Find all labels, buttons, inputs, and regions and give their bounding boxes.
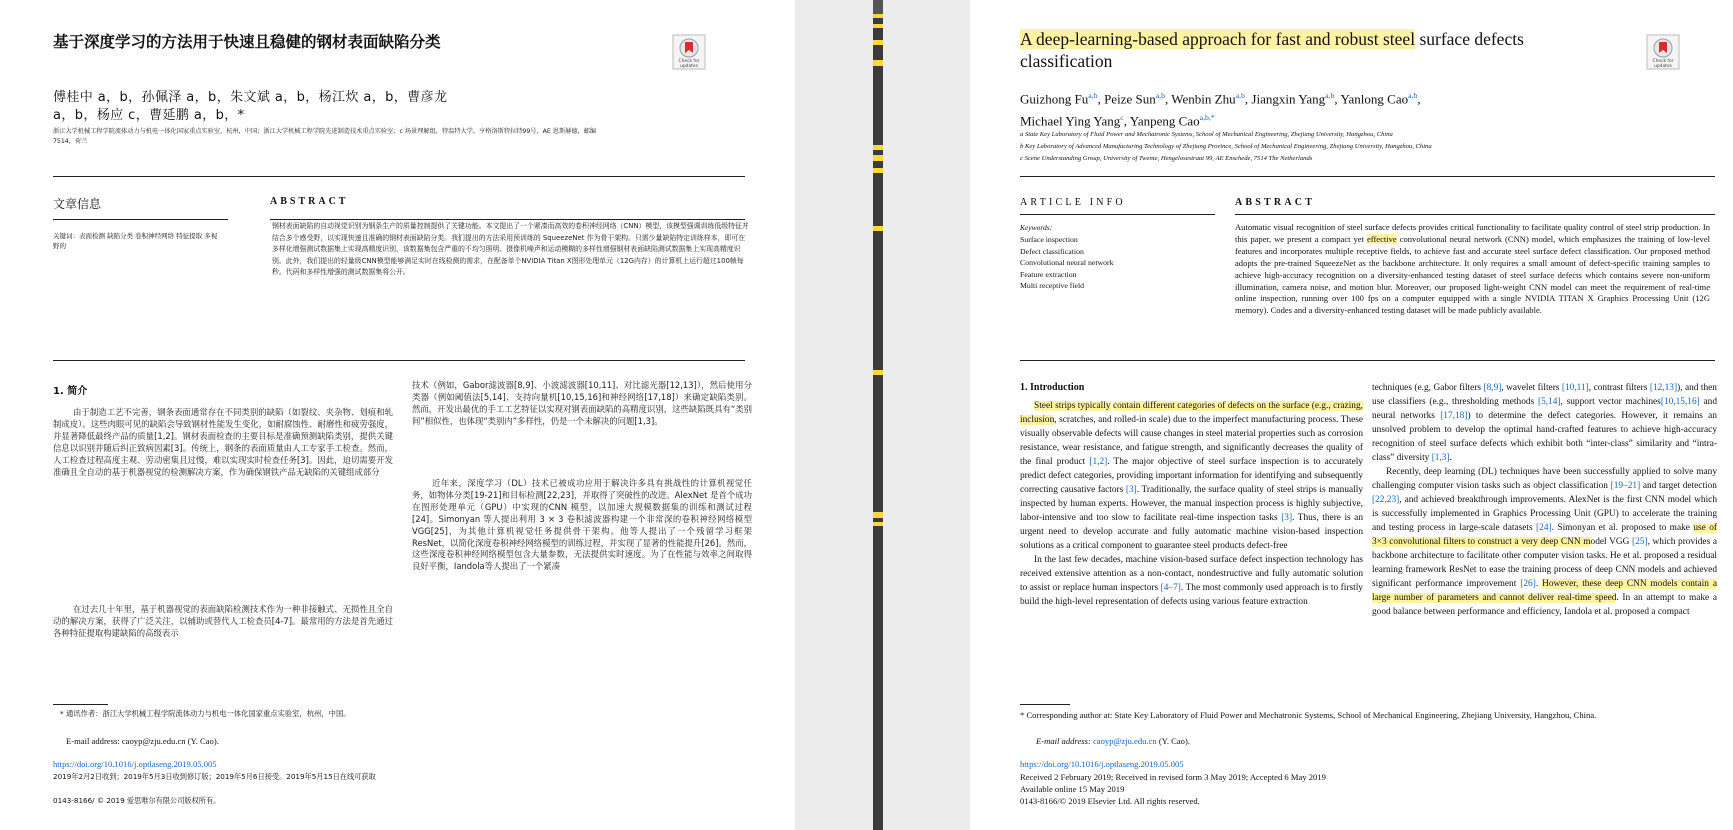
divider (1235, 214, 1715, 215)
search-hit-marker[interactable] (873, 168, 883, 173)
bookmark-icon (672, 34, 706, 70)
left-keywords: 关键词：表面检测 缺陷分类 卷积神经网络 特征提取 多视野的 (53, 232, 218, 250)
divider (1020, 360, 1715, 361)
citation-link[interactable]: [8,9] (1483, 383, 1502, 393)
author-name: Yanlong Cao (1340, 91, 1409, 107)
citation-link[interactable]: [10,15,16] (1660, 397, 1700, 407)
doi-link[interactable]: https://doi.org/10.1016/j.optlaseng.2019.05.005 (1020, 759, 1184, 769)
check-for-updates-badge[interactable] (672, 34, 706, 74)
abstract-heading: ABSTRACT (1235, 197, 1316, 208)
citation-link[interactable]: [25] (1631, 537, 1648, 547)
divider (53, 219, 228, 220)
received-dates: Received 2 February 2019; Received in revised form 3 May 2019; Accepted 6 May 2019 (1020, 772, 1326, 782)
left-abstract-heading: ABSTRACT (270, 196, 349, 207)
citation-link[interactable]: [3] (1281, 513, 1293, 523)
author-name: Jiangxin Yang (1251, 91, 1326, 107)
intro-paragraph-2 (1020, 553, 1363, 609)
footnote-divider (1020, 704, 1070, 705)
corresponding-author-footnote: * Corresponding author at: State Key Laboratory of Fluid Power and Mechatronic Systems, School of Mechanical Engineering, Zhejiang University, Hangzhou, China. (1020, 710, 1597, 720)
intro-paragraph-3 (1372, 381, 1717, 465)
text-highlight: contain different categories of defects on the surface (e.g., crazing, inclusion (1020, 401, 1363, 425)
intro-paragraph-4 (1372, 465, 1717, 619)
text-run: , and achieved breakthrough improvements. AlexNet is the first CNN model which is successfully implemented in Graphics Processing Unit (GPU) to accelerate the training and testing process in large-scale datasets (1372, 495, 1717, 533)
citation-link[interactable]: [26] (1520, 579, 1536, 589)
search-hit-marker[interactable] (873, 522, 883, 526)
citation-link[interactable]: [24] (1536, 523, 1552, 533)
search-hit-marker[interactable] (873, 14, 883, 18)
text-run: . The most commonly used approach is to firstly build the high-level representation of defects using various feature extraction (1020, 583, 1363, 607)
author-affiliation-sup[interactable]: a,b (1325, 91, 1335, 100)
title-highlight: A deep-learning-based approach for fast and robust steel (1020, 29, 1416, 49)
search-hit-marker[interactable] (873, 145, 883, 150)
article-info-heading: ARTICLE INFO (1020, 197, 1126, 208)
keyword: Feature extraction (1020, 269, 1077, 279)
left-article-info-heading: 文章信息 (53, 197, 102, 211)
citation-link[interactable]: [3] (1125, 485, 1137, 495)
text-run: . (1449, 453, 1452, 463)
text-run: . (1535, 579, 1543, 589)
divider (270, 219, 745, 220)
author-name: Wenbin Zhu (1171, 91, 1236, 107)
left-col1-paragraph-2: 在过去几十年里，基于机器视觉的表面缺陷检测技术作为一种非接触式、无损性且全自动的解决方案，获得了广泛关注，以辅助或替代人工检查员[4-7]。最常用的方法是首先通过各种特征提取构建缺陷的高级表示 (53, 604, 393, 638)
text-run: In the last few decades, machine vision-based surface defect inspection technology has received extensive attention as a non-contact, nondestructive and fully automatic solution to assist or replace human inspectors (1020, 555, 1363, 593)
text-run: . In an attempt to make a good balance between performance and efficiency, Iandola et al. proposed a compact (1372, 593, 1717, 617)
left-paper-title: 基于深度学习的方法用于快速且稳健的钢材表面缺陷分类 (53, 33, 441, 51)
keyword: Defect classification (1020, 246, 1084, 256)
email-line (1036, 736, 1190, 746)
text-run: . Traditionally, the surface quality of steel strips is manually inspected by human experts. However, the manual inspection process is highly subjective, labor-intensive and too slow to facilitate real-time inspection tasks (1020, 485, 1363, 523)
left-section-heading: 1. 简介 (53, 386, 88, 397)
svg-text:Check for: Check for (1652, 59, 1674, 64)
keywords-heading: Keywords: (1020, 223, 1053, 232)
copyright: 0143-8166/© 2019 Elsevier Ltd. All rights reserved. (1020, 796, 1200, 806)
text-highlight: use of 3×3 convolutional filters to construct a very deep CNN m (1372, 523, 1717, 547)
text-highlight: However, these deep CNN models contain a large number of parameters and cannot deliver real-time speed (1372, 579, 1718, 603)
left-footnote: * 通讯作者：浙江大学机械工程学院流体动力与机电一体化国家重点实验室，杭州，中国。 (60, 709, 351, 718)
left-abstract-text: 钢材表面缺陷的自动视觉识别为钢条生产的质量控制提供了关键功能。本文提出了一个紧凑而高效的卷积神经网络（CNN）模型，该模型强调训练低级特征并结合多个感受野，以实现快速且准确的钢材表面缺陷分类。我们提出的方法采用预训练的 SqueezeNet 作为骨干架构。只需少量缺陷特定训练样本，即可在多样化增强测试数据集上实现高精度识别，该数据集包含严重的不均匀照明、摄像机噪声和运动模糊的多样性增强钢材表面缺陷测试数据集上实现高精度识别。此外，我们提出的轻量级CNN模型能够满足实时在线检测的需求，在配备单个NVIDIA Titan X图形处理单元（12G内存）的计算机上运行超过100帧每秒。代码和多样性增强的测试数据集将公开。 (272, 222, 749, 276)
text-run: and target detection (1640, 481, 1717, 491)
text-run: . Simonyan et al. proposed to make (1551, 523, 1694, 533)
abstract-text (1235, 222, 1710, 317)
keyword: Surface inspection (1020, 235, 1078, 244)
citation-link[interactable]: [4–7] (1160, 583, 1181, 593)
abstract-part: Automatic visual recognition of steel surface defects provides critical functionality to facilitate quality control of steel strip production. In this paper, we present a compact yet (1235, 222, 1710, 244)
search-hit-marker[interactable] (873, 226, 883, 231)
author-name: Peize Sun (1104, 91, 1156, 107)
author-affiliation-sup[interactable]: a,b (1408, 91, 1418, 100)
svg-text:updates: updates (680, 64, 698, 69)
author-affiliation-sup[interactable]: a,b (1155, 91, 1166, 100)
text-run: Recently, deep learning (DL) techniques have been successfully applied to solve many challenging computer vision tasks such as object classification (1372, 467, 1717, 491)
text-run: . The major objective of steel surface inspection is to accurately predict defect categories, providing important information for identifying and subsequently correcting causative factors (1020, 457, 1363, 495)
keyword: Multi receptive field (1020, 281, 1085, 290)
text-run: , wavelet filters (1501, 383, 1562, 393)
author-name: Yanpeng Cao (1129, 113, 1200, 129)
affiliation-b: b Key Laboratory of Advanced Manufacturing Technology of Zhejiang Province, School of Mechanical Engineering, Zhejiang University, Hangzhou, China (1020, 143, 1432, 150)
left-received-dates: 2019年2月2日收到；2019年5月3日收到修订版；2019年5月6日接受。2019年5月15日在线可获取 (53, 772, 376, 781)
author-affiliation-sup[interactable]: a,b (1235, 91, 1245, 100)
divider (53, 360, 745, 361)
citation-link[interactable]: [1,3] (1431, 453, 1450, 463)
available-online: Available online 15 May 2019 (1020, 784, 1125, 794)
left-copyright: 0143-8166/ © 2019 爱思唯尔有限公司版权所有。 (53, 796, 221, 805)
text-run: ), and then use classifiers (e.g., thresholding methods (1372, 383, 1717, 407)
email-link[interactable]: caoyp@zju.edu.cn (1092, 736, 1157, 746)
intro-paragraph-1 (1020, 399, 1363, 553)
text-run: techniques (e.g, Gabor filters (1372, 383, 1484, 393)
abstract-part: convolutional neural network (CNN) model, which emphasizes the training of low-level features and incorporates multiple receptive fields, to achieve fast and accurate steel surface defect classification. Our proposed method adopts the pre-trained SqueezeNet as the backbone architecture. It only requires a small amount of defect-specific training samples to achieve high-accuracy recognition on a diversity-enhanced testing dataset of steel surface defects which contains severe non-uniform illumination, camera noise, and motion blur. Moreover, our proposed light-weight CNN model can meet the requirement of real-time online inspection, running over 100 fps on a computer equipped with a single NVIDIA TITAN X Graphics Processing Unit (12G memory). Codes and a diversity-enhanced testing dataset will be made publicly available. (1235, 233, 1710, 316)
abstract-highlight: effective (1366, 233, 1397, 244)
keyword: Convolutional neural network (1020, 258, 1114, 267)
email-rest: (Y. Cao). (1156, 736, 1190, 746)
author-name: Guizhong Fu (1020, 91, 1089, 107)
left-document-page[interactable] (0, 0, 795, 830)
author-affiliation-sup[interactable]: a,b,* (1199, 113, 1215, 123)
text-run: , support vector machines (1560, 397, 1661, 407)
keywords-list (1020, 234, 1114, 292)
search-hit-marker[interactable] (873, 155, 883, 161)
title-rest: surface defects classification (1020, 29, 1524, 71)
divider (53, 176, 745, 177)
introduction-heading: 1. Introduction (1020, 382, 1085, 393)
left-col2-paragraph-1: 技术（例如，Gabor滤波器[8,9]、小波滤波器[10,11]、对比滤光器[12,13]），然后使用分类器（例如阈值法[5,14]、支持向量机[10,15,16]和神经网络[17,18]）来确定缺陷类别。然而，开发出最优的手工工艺特征以实现对钢表面缺陷的高精度识别，这些缺陷既具有“类别间”相似性，也体现“类别内”多样性，仍是一个未解决的问题[1,3]。 (412, 380, 752, 426)
intro-column-1 (1020, 399, 1363, 609)
citation-link[interactable]: [10,11] (1561, 383, 1589, 393)
search-hit-marker[interactable] (873, 40, 883, 45)
left-authors-line-1: 傅桂中 a，b，孙佩泽 a，b，朱文斌 a，b，杨江炊 a，b，曹彦龙 (53, 90, 448, 105)
citation-link[interactable]: [22,23] (1372, 495, 1400, 505)
left-affiliations: 浙江大学机械工程学院流体动力与机电一体化国家重点实验室，杭州，中国；浙江大学机械工程学院先进制造技术重点实验室；c 场景理解组，特温特大学，亨格洛斯特拉特99号，AE 恩斯赫德，邮编7514，荷兰 (53, 128, 597, 145)
right-document-page[interactable] (970, 0, 1733, 830)
scrollbar-track[interactable] (873, 0, 883, 830)
right-paper-title (1020, 28, 1620, 72)
text-run: ) to determine the defect categories. However, it remains an unsolved problem to develop the optimal hand-crafted features to achieve high-accuracy recognition of steel surface defects which exhibit both “inter-class” similarity and “intra-class” diversity (1372, 411, 1718, 463)
bookmark-icon (1646, 34, 1680, 70)
left-doi-link[interactable]: https://doi.org/10.1016/j.optlaseng.2019.05.005 (53, 759, 217, 769)
text-run: and neural networks (1372, 397, 1718, 421)
left-col2-paragraph-2: 近年来，深度学习（DL）技术已被成功应用于解决许多具有挑战性的计算机视觉任务，如物体分类[19-21]和目标检测[22,23]，并取得了突破性的改进。AlexNet 是首个成功在图形处理单元（GPU）中实现的CNN 模型，以加速大规模数据集的训练和测试过程[24]。Simonyan 等人提出利用 3 × 3 卷积滤波器构建一个非常深的卷积神经网络模型 VGG[25]，为其他计算机视觉任务提供骨干架构。他等人提出了一个残留学习框架ResNet，以简化深度卷积神经网络模型的训练过程，并实现了显著的性能提升[26]。然而，这些深度卷积神经网络模型包含大量参数，无法提供实时速度。为了在性能与效率之间取得良好平衡，Iandola等人提出了一个紧凑 (412, 478, 752, 572)
check-for-updates-badge[interactable] (1646, 34, 1680, 75)
svg-text:Check for: Check for (678, 59, 700, 64)
search-hit-marker[interactable] (873, 370, 883, 375)
text-run: , which provides a backbone architecture to facilitate other computer vision tasks. He et al. proposed a residual learning framework ResNet to ease the training process of deep CNN models and achieved significant performance improvement (1372, 537, 1717, 589)
citation-link[interactable]: [19–21] (1610, 481, 1641, 491)
search-hit-marker[interactable] (873, 512, 883, 518)
left-authors-line-2: a，b，杨应 c，曹延鹏 a，b，* (53, 108, 245, 123)
citation-link[interactable]: [1,2] (1089, 457, 1108, 467)
left-email: E-mail address: caoyp@zju.edu.cn (Y. Cao). (66, 736, 219, 746)
divider (1020, 214, 1215, 215)
text-run: . Thus, there is an urgent need to develop accurate and fully automatic machine vision-based inspection solutions as a critical component to guarantee steel products defect-free (1020, 513, 1363, 551)
citation-link[interactable]: [17,18] (1440, 411, 1468, 421)
author-affiliation-sup[interactable]: c (1120, 113, 1124, 123)
svg-text:updates: updates (1654, 64, 1672, 69)
right-authors: Guizhong Fu$^{a,b}$, Peize Sun$^{a,b}$, Wenbin Zhu$^{a,b}$, Jiangxin Yang$^{a,b}$, Yanlong Cao$^{a,b}$, Michael Ying Yang$^c$, Yanpeng Cao$^{a,b,*}$ (1020, 91, 1421, 129)
text-highlight: Steel strips typically (1034, 401, 1111, 411)
intro-column-2 (1372, 381, 1717, 619)
divider (1020, 176, 1715, 177)
email-label: E-mail address: (1036, 736, 1093, 746)
search-hit-marker[interactable] (873, 60, 883, 66)
citation-link[interactable]: [12,13] (1649, 383, 1678, 393)
search-hit-marker[interactable] (873, 24, 883, 28)
author-name: Michael Ying Yang (1020, 113, 1121, 129)
affiliation-c: c Scene Understanding Group, University of Twente, Hengelosestraat 99, AE Enschede, 7514 The Netherlands (1020, 155, 1313, 162)
left-col1-paragraph-1: 由于制造工艺不完善，钢条表面通常存在不同类别的缺陷（如裂纹、夹杂物、划痕和轧制成皮）。这些肉眼可见的缺陷会导致钢材性能发生变化，如耐腐蚀性、耐磨性和疲劳强度，并显著降低最终产品的质量[1,2]。钢材表面检查的主要目标是准确预测缺陷类别，提供关键信息以识别并随后纠正致病因素[3]。传统上，钢条的表面质量由人工专家手工检查。然而，人工检查过程高度主观、劳动密集且过慢，难以实现实时检查任务[3]。因此，迫切需要开发准确且全自动的基于机器视觉的检测解决方案，作为确保钢铁产品无缺陷的关键组成部分 (53, 407, 393, 477)
author-affiliation-sup[interactable]: a,b (1088, 91, 1098, 100)
affiliation-a: a State Key Laboratory of Fluid Power and Mechatronic Systems, School of Mechanical Engineering, Zhejiang University, Hangzhou, China (1020, 131, 1393, 138)
text-run: odel VGG (1590, 537, 1632, 547)
text-run: , scratches, and rolled-in scale) due to the imperfect manufacturing process. These visually observable defects will cause changes in steel material properties such as corrosion resistance, wear resistance, and fatigue strength, and significantly decreases the quality of the final product (1020, 415, 1363, 467)
footnote-divider (53, 704, 108, 705)
text-run: , contrast filters (1588, 383, 1650, 393)
citation-link[interactable]: [5,14] (1537, 397, 1561, 407)
